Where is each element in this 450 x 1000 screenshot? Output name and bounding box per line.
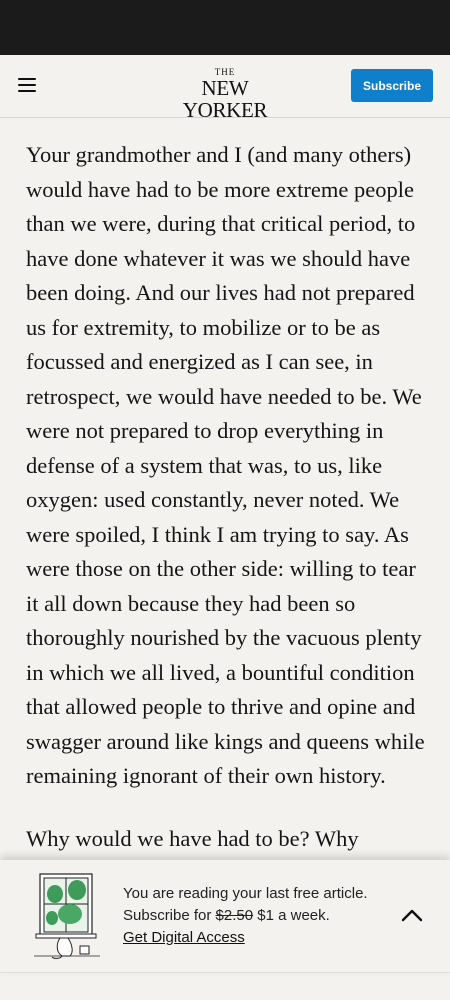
hamburger-menu-icon[interactable] [18, 78, 36, 92]
article-paragraph: Your grandmother and I (and many others) would have had to be more extreme people than we were, during that critical period, to have done whatever it was we should have been doing. And our lives had not prepared us for extremity, to mobilize or to be as focussed and energized as I can see, in retrospect, we would have needed to be. We were not prepared to drop everything in defense of a system that was, to us, like oxygen: used constantly, never noted. We were spoiled, I think I am trying to say. As were those on the other side: willing to tear it all down because they had been so thoroughly nourished by the vacuous plenty in which we all lived, a bountiful condition that allowed people to thrive and opine and swagger around like kings and queens while remaining ignorant of their own history. [26, 142, 425, 788]
subscribe-button[interactable]: Subscribe [351, 69, 433, 102]
paywall-line-2 [123, 905, 403, 927]
logo-the-text: THE [214, 67, 236, 77]
cat-window-illustration [30, 872, 102, 960]
old-price: $2.50 [215, 907, 254, 924]
get-digital-access-link[interactable]: Get Digital Access [123, 929, 245, 946]
logo-main-text: NEW YORKER [182, 76, 268, 122]
paywall-banner [0, 860, 450, 973]
paywall-suffix: $1 a week. [253, 907, 330, 924]
article-paragraph: Why would we have had to be? Why [26, 825, 359, 851]
chevron-up-icon[interactable] [400, 906, 424, 924]
paywall-message [123, 883, 403, 949]
paywall-prefix: Subscribe for [123, 907, 216, 924]
new-yorker-logo[interactable] [160, 67, 290, 121]
article-body [26, 138, 428, 884]
status-bar [0, 0, 450, 55]
site-header [0, 55, 450, 122]
paywall-line-1: You are reading your last free article. [123, 885, 368, 902]
